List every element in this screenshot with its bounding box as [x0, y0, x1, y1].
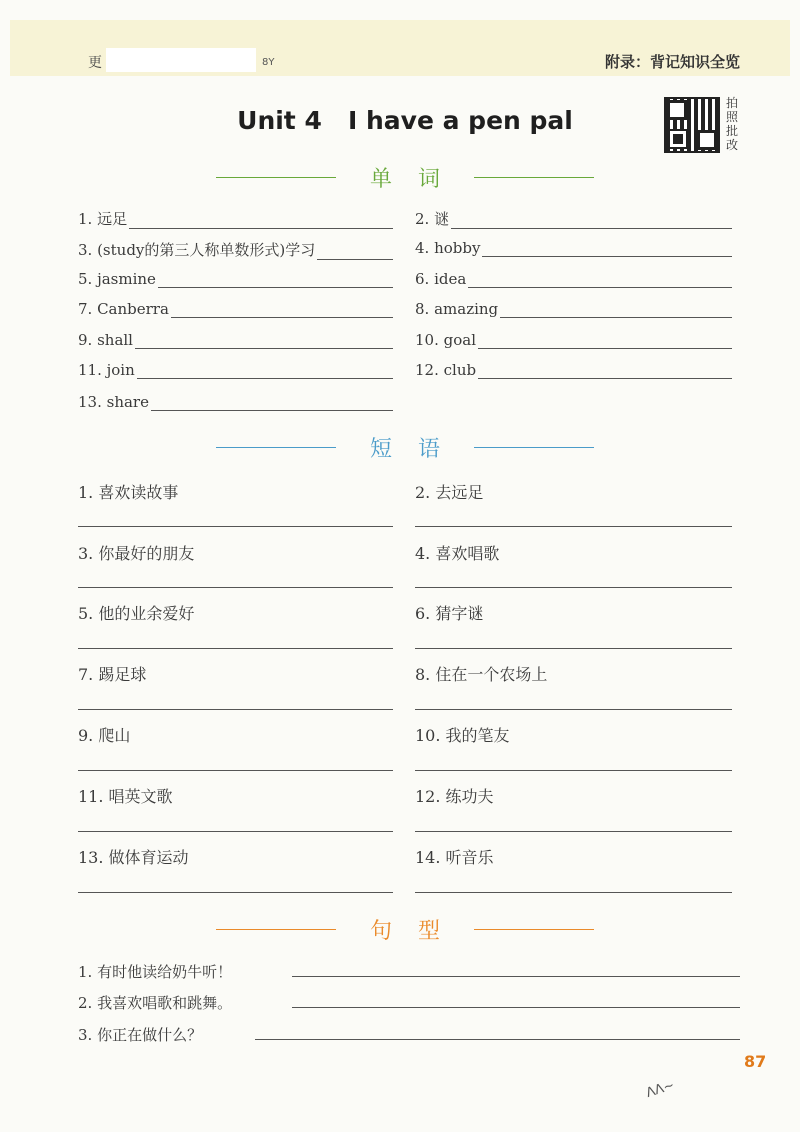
phrase-label: 3. 你最好的朋友	[78, 544, 195, 563]
word-item	[78, 361, 393, 379]
answer-line[interactable]	[78, 587, 393, 588]
answer-blank[interactable]	[478, 364, 732, 379]
answer-line[interactable]	[415, 892, 732, 893]
sentence-prompt: 1. 有时他读给奶牛听！	[78, 963, 233, 981]
word-item	[415, 270, 732, 288]
answer-blank[interactable]	[129, 214, 393, 229]
word-label: 8. amazing	[415, 300, 499, 318]
answer-line[interactable]	[78, 892, 393, 893]
word-item	[78, 239, 393, 260]
answer-line[interactable]	[78, 648, 393, 649]
answer-line[interactable]	[292, 976, 740, 977]
answer-blank[interactable]	[317, 245, 393, 260]
word-item	[78, 393, 393, 411]
answer-line[interactable]	[292, 1007, 740, 1008]
answer-blank[interactable]	[478, 334, 732, 349]
phrase-label: 11. 唱英文歌	[78, 787, 173, 806]
word-item	[78, 270, 393, 288]
answer-line[interactable]	[415, 770, 732, 771]
word-label: 3. (study的第三人称单数形式)学习	[78, 241, 316, 259]
answer-blank[interactable]	[151, 396, 393, 411]
word-label: 2. 谜	[415, 210, 450, 228]
section-header-phrases	[0, 432, 800, 462]
answer-blank[interactable]	[500, 303, 732, 318]
phrase-label: 13. 做体育运动	[78, 848, 189, 867]
section-rule-right	[474, 929, 594, 930]
section-title-phrases: 短语	[369, 436, 466, 462]
phrase-label: 6. 猜字谜	[415, 604, 484, 623]
answer-line[interactable]	[415, 587, 732, 588]
word-item	[78, 300, 393, 318]
header-appendix-title: 附录：背记知识全览	[604, 53, 740, 71]
answer-blank[interactable]	[137, 364, 393, 379]
answer-blank[interactable]	[158, 273, 393, 288]
word-label: 4. hobby	[415, 239, 481, 257]
header-code: 8Y	[262, 57, 275, 68]
word-item	[415, 300, 732, 318]
section-title-words: 单词	[369, 166, 466, 192]
word-item	[415, 331, 732, 349]
answer-blank[interactable]	[171, 303, 393, 318]
answer-blank[interactable]	[135, 334, 393, 349]
answer-line[interactable]	[415, 709, 732, 710]
section-rule-left	[216, 177, 336, 178]
section-rule-left	[216, 447, 336, 448]
word-label: 9. shall	[78, 331, 133, 349]
answer-line[interactable]	[78, 709, 393, 710]
answer-line[interactable]	[415, 526, 732, 527]
section-rule-left	[216, 929, 336, 930]
phrase-label: 14. 听音乐	[415, 848, 494, 867]
answer-blank[interactable]	[482, 242, 732, 257]
redacted-area	[106, 48, 256, 72]
word-item	[415, 208, 732, 229]
section-rule-right	[474, 177, 594, 178]
word-label: 11. join	[78, 361, 135, 379]
answer-line[interactable]	[415, 648, 732, 649]
unit-title: Unit 4 I have a pen pal	[237, 106, 573, 135]
section-rule-right	[474, 447, 594, 448]
answer-line[interactable]	[78, 770, 393, 771]
sentence-prompt: 2. 我喜欢唱歌和跳舞。	[78, 994, 233, 1012]
answer-line[interactable]	[415, 831, 732, 832]
answer-line[interactable]	[78, 526, 393, 527]
phrase-label: 10. 我的笔友	[415, 726, 510, 745]
word-item	[415, 361, 732, 379]
word-label: 1. 远足	[78, 210, 128, 228]
answer-blank[interactable]	[451, 214, 732, 229]
phrase-label: 2. 去远足	[415, 483, 484, 502]
phrase-label: 8. 住在一个农场上	[415, 665, 548, 684]
answer-line[interactable]	[255, 1039, 740, 1040]
word-item	[415, 239, 732, 257]
word-label: 10. goal	[415, 331, 476, 349]
word-label: 5. jasmine	[78, 270, 156, 288]
word-label: 12. club	[415, 361, 477, 379]
word-item	[78, 331, 393, 349]
section-header-sentences	[0, 914, 800, 944]
qr-code-icon[interactable]	[664, 97, 720, 153]
phrase-label: 7. 踢足球	[78, 665, 147, 684]
phrase-label: 5. 他的业余爱好	[78, 604, 195, 623]
page-number: 87	[744, 1052, 767, 1071]
section-title-sentences: 句型	[369, 918, 466, 944]
word-item	[78, 208, 393, 229]
qr-label: 拍照批改	[726, 96, 739, 152]
section-header-words	[0, 162, 800, 192]
answer-line[interactable]	[78, 831, 393, 832]
word-label: 7. Canberra	[78, 300, 169, 318]
answer-blank[interactable]	[468, 273, 732, 288]
sentence-prompt: 3. 你正在做什么？	[78, 1026, 203, 1044]
phrase-label: 9. 爬山	[78, 726, 131, 745]
phrase-label: 4. 喜欢唱歌	[415, 544, 500, 563]
phrase-label: 1. 喜欢读故事	[78, 483, 179, 502]
word-label: 13. share	[78, 393, 149, 411]
header-left-text: 更	[88, 55, 102, 71]
phrase-label: 12. 练功夫	[415, 787, 494, 806]
word-label: 6. idea	[415, 270, 467, 288]
pencil-scribble: ᐱᐱ~	[644, 1077, 677, 1102]
